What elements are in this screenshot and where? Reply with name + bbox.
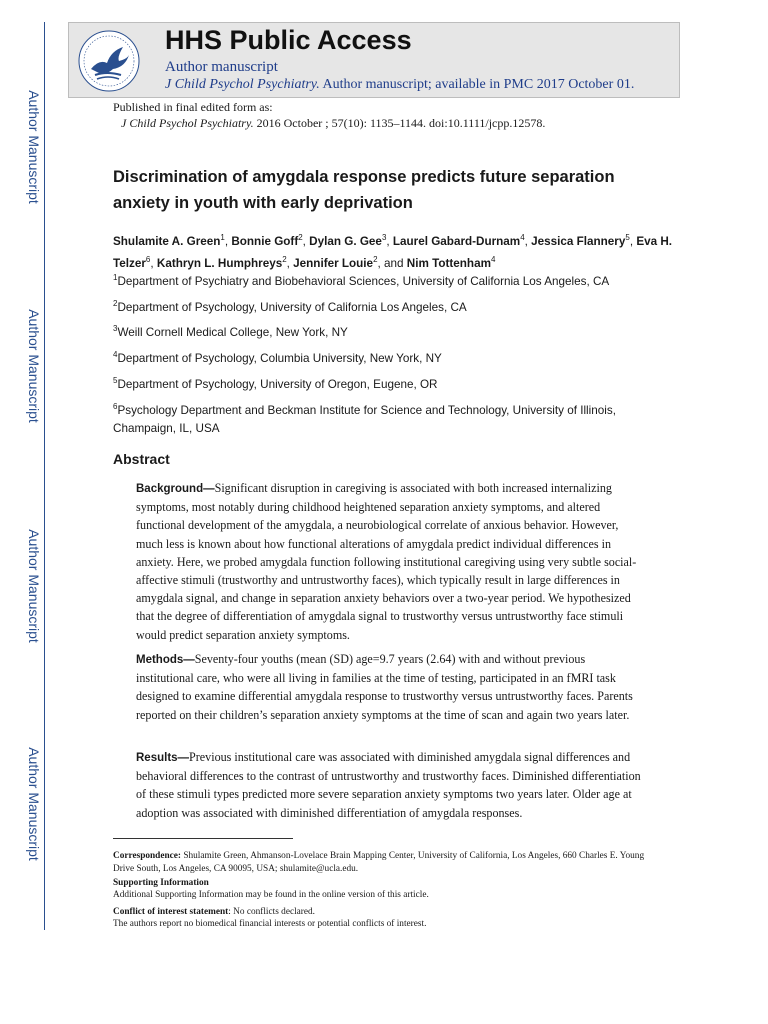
correspondence-text: Shulamite Green, Ahmanson-Lovelace Brain Mapping Center, University of California, Los Angeles, 660 Charles E. Young Drive South, Los Angeles, CA 90095, USA; shulamite@ucla.edu. — [113, 851, 645, 874]
side-label: Author Manuscript — [26, 309, 43, 423]
affiliation — [113, 320, 673, 342]
affiliation-text: Psychology Department and Beckman Institute for Science and Technology, University of Illinois, Champaign, IL, USA — [113, 403, 616, 435]
published-citation — [121, 116, 545, 131]
author-sep: , — [302, 234, 310, 248]
abstract-results — [136, 748, 641, 822]
abstract-heading: Abstract — [113, 451, 170, 467]
author-sep: , — [224, 234, 232, 248]
affiliation-number: 3 — [113, 324, 118, 333]
author-sep: , — [386, 234, 393, 248]
author-aff: 2 — [298, 233, 303, 242]
side-label: Author Manuscript — [26, 747, 43, 861]
author-name: Jennifer Louie — [293, 256, 374, 270]
author-name: Kathryn L. Humphreys — [156, 256, 283, 270]
affiliation-text: Department of Psychology, University of California Los Angeles, CA — [117, 300, 467, 314]
author-aff: 4 — [490, 254, 496, 264]
hhs-eagle-seal-icon — [77, 29, 141, 93]
affiliation — [113, 398, 673, 438]
author-name: Shulamite A. Green — [113, 234, 221, 248]
affiliation-text: Weill Cornell Medical College, New York, NY — [117, 325, 348, 339]
header-title: HHS Public Access — [165, 25, 412, 55]
conflict-label: Conflict of interest statement — [113, 907, 229, 917]
affiliation — [113, 295, 673, 317]
abstract-methods — [136, 650, 641, 724]
author-aff: 5 — [625, 233, 630, 242]
conflict-detail: The authors report no biomedical financial interests or potential conflicts of interest. — [113, 919, 427, 929]
affiliation-text: Department of Psychiatry and Biobehavioral Sciences, University of California Los Angeles, CA — [117, 274, 610, 288]
side-label: Author Manuscript — [26, 529, 43, 643]
author-aff: 3 — [381, 233, 387, 242]
author-sep: , — [286, 256, 294, 270]
affiliation-text: Department of Psychology, University of Oregon, Eugene, OR — [117, 377, 438, 391]
published-intro: Published in final edited form as: — [113, 100, 273, 114]
author-aff: 2 — [282, 254, 287, 264]
supporting-text: Additional Supporting Information may be found in the online version of this article. — [113, 890, 429, 900]
supporting-label: Supporting Information — [113, 878, 209, 888]
author-name: Jessica Flannery — [531, 234, 626, 248]
author-aff: 6 — [145, 254, 151, 264]
results-text: Previous institutional care was associated with diminished amygdala signal differences and behavioral differences to the contrast of untrustworthy and trustworthy faces. Diminished differentiation of these stimuli types predicted more severe separation anxiety symptoms two years later. Older age at adoption was associated with diminished differentiation of amygdala responses. — [136, 750, 641, 820]
affiliation-text: Department of Psychology, Columbia University, New York, NY — [117, 351, 442, 365]
correspondence-note — [113, 850, 658, 875]
header-journal-line — [165, 77, 634, 93]
affiliation-number: 1 — [113, 273, 118, 282]
side-rule — [44, 22, 45, 930]
availability-text: Author manuscript; available in PMC 2017 October 01. — [319, 77, 635, 92]
author-sep: , — [629, 234, 637, 248]
author-aff: 1 — [220, 233, 225, 242]
author-sep: , and — [377, 256, 407, 270]
affiliation — [113, 346, 673, 368]
affiliation — [113, 269, 673, 291]
author-name: Laurel Gabard-Durnam — [392, 234, 521, 248]
affiliation-number: 4 — [113, 350, 118, 359]
conflict-statement — [113, 906, 658, 919]
citation-text: 2016 October ; 57(10): 1135–1144. doi:10.1111/jcpp.12578. — [253, 116, 546, 130]
article-title: Discrimination of amygdala response predicts future separation anxiety in youth with early deprivation — [113, 168, 615, 212]
author-sep: , — [524, 234, 532, 248]
affiliation — [113, 372, 673, 394]
author-name: Bonnie Goff — [231, 234, 299, 248]
affiliation-number: 5 — [113, 376, 118, 385]
author-aff: 4 — [520, 233, 525, 242]
background-text: Significant disruption in caregiving is associated with both increased internalizing symptoms, most notably during childhood heightened separation anxiety symptoms, and altered functional development of the amygdala, a neurobiological correlate of anxious behavior. However, much less is known about how functional alterations of amygdala predict individual differences in anxiety. Here, we probed amygdala function following institutional caregiving using very subtle social-affective stimuli (trustworthy and untrustworthy faces), which typically result in large differences in amygdala signal, and change in separation anxiety behaviors over a two-year period. We hypothesized that the degree of differentiation of amygdala signal to trustworthy versus untrustworthy face stimuli would predict separation anxiety symptoms. — [136, 481, 637, 642]
journal-name: J Child Psychol Psychiatry. — [165, 77, 320, 92]
hhs-header — [68, 22, 680, 98]
methods-text: Seventy-four youths (mean (SD) age=9.7 years (2.64) with and without previous institutional care, who were all living in families at the time of testing, participated in an fMRI task designed to examine differential amygdala response to trustworthy versus untrustworthy faces. Parents reported on their children’s separation anxiety symptoms at the time of scan and again two years later. — [136, 652, 633, 722]
background-label: Background— — [136, 483, 215, 495]
affiliation-number: 6 — [113, 402, 118, 411]
author-name: Dylan G. Gee — [309, 234, 382, 248]
results-label: Results— — [136, 752, 190, 764]
affiliation-number: 2 — [113, 299, 118, 308]
footnote-divider — [113, 838, 293, 839]
conflict-text: : No conflicts declared. — [228, 907, 315, 917]
header-subtitle: Author manuscript — [165, 59, 278, 75]
correspondence-label: Correspondence: — [113, 851, 181, 861]
side-label: Author Manuscript — [26, 90, 43, 204]
author-name: Eva H. Telzer — [113, 234, 673, 270]
methods-label: Methods— — [136, 654, 195, 666]
author-sep: , — [150, 256, 157, 270]
published-journal: J Child Psychol Psychiatry. — [121, 116, 254, 130]
abstract-background — [136, 479, 641, 644]
author-name: Nim Tottenham — [406, 256, 491, 270]
author-aff: 2 — [373, 254, 378, 264]
author-list — [113, 229, 673, 273]
